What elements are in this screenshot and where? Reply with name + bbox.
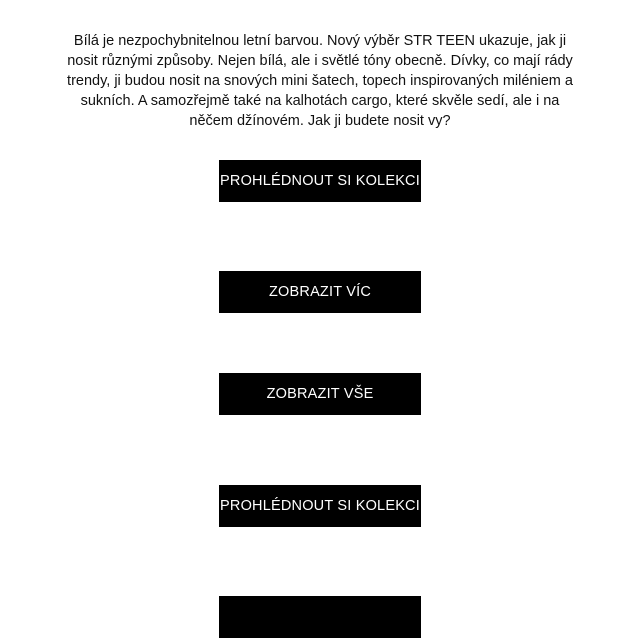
view-collection-button[interactable]: PROHLÉDNOUT SI KOLEKCI bbox=[219, 160, 421, 202]
show-more-button[interactable]: ZOBRAZIT VÍC bbox=[219, 271, 421, 313]
intro-paragraph: Bílá je nezpochybnitelnou letní barvou. Nový výběr STR TEEN ukazuje, jak ji nosit různými způsoby. Nejen bílá, ale i světlé tóny obecně. Dívky, co mají rády trendy, ji budou nosit na snových mini šatech, topech inspirovaných miléniem a sukních. A samozřejmě také na kalhotách cargo, které skvěle sedí, ale i na něčem džínovém. Jak ji budete nosit vy? bbox=[67, 33, 573, 129]
next-button-partial[interactable] bbox=[219, 596, 421, 638]
show-all-button[interactable]: ZOBRAZIT VŠE bbox=[219, 373, 421, 415]
view-collection-button-2[interactable]: PROHLÉDNOUT SI KOLEKCI bbox=[219, 485, 421, 527]
